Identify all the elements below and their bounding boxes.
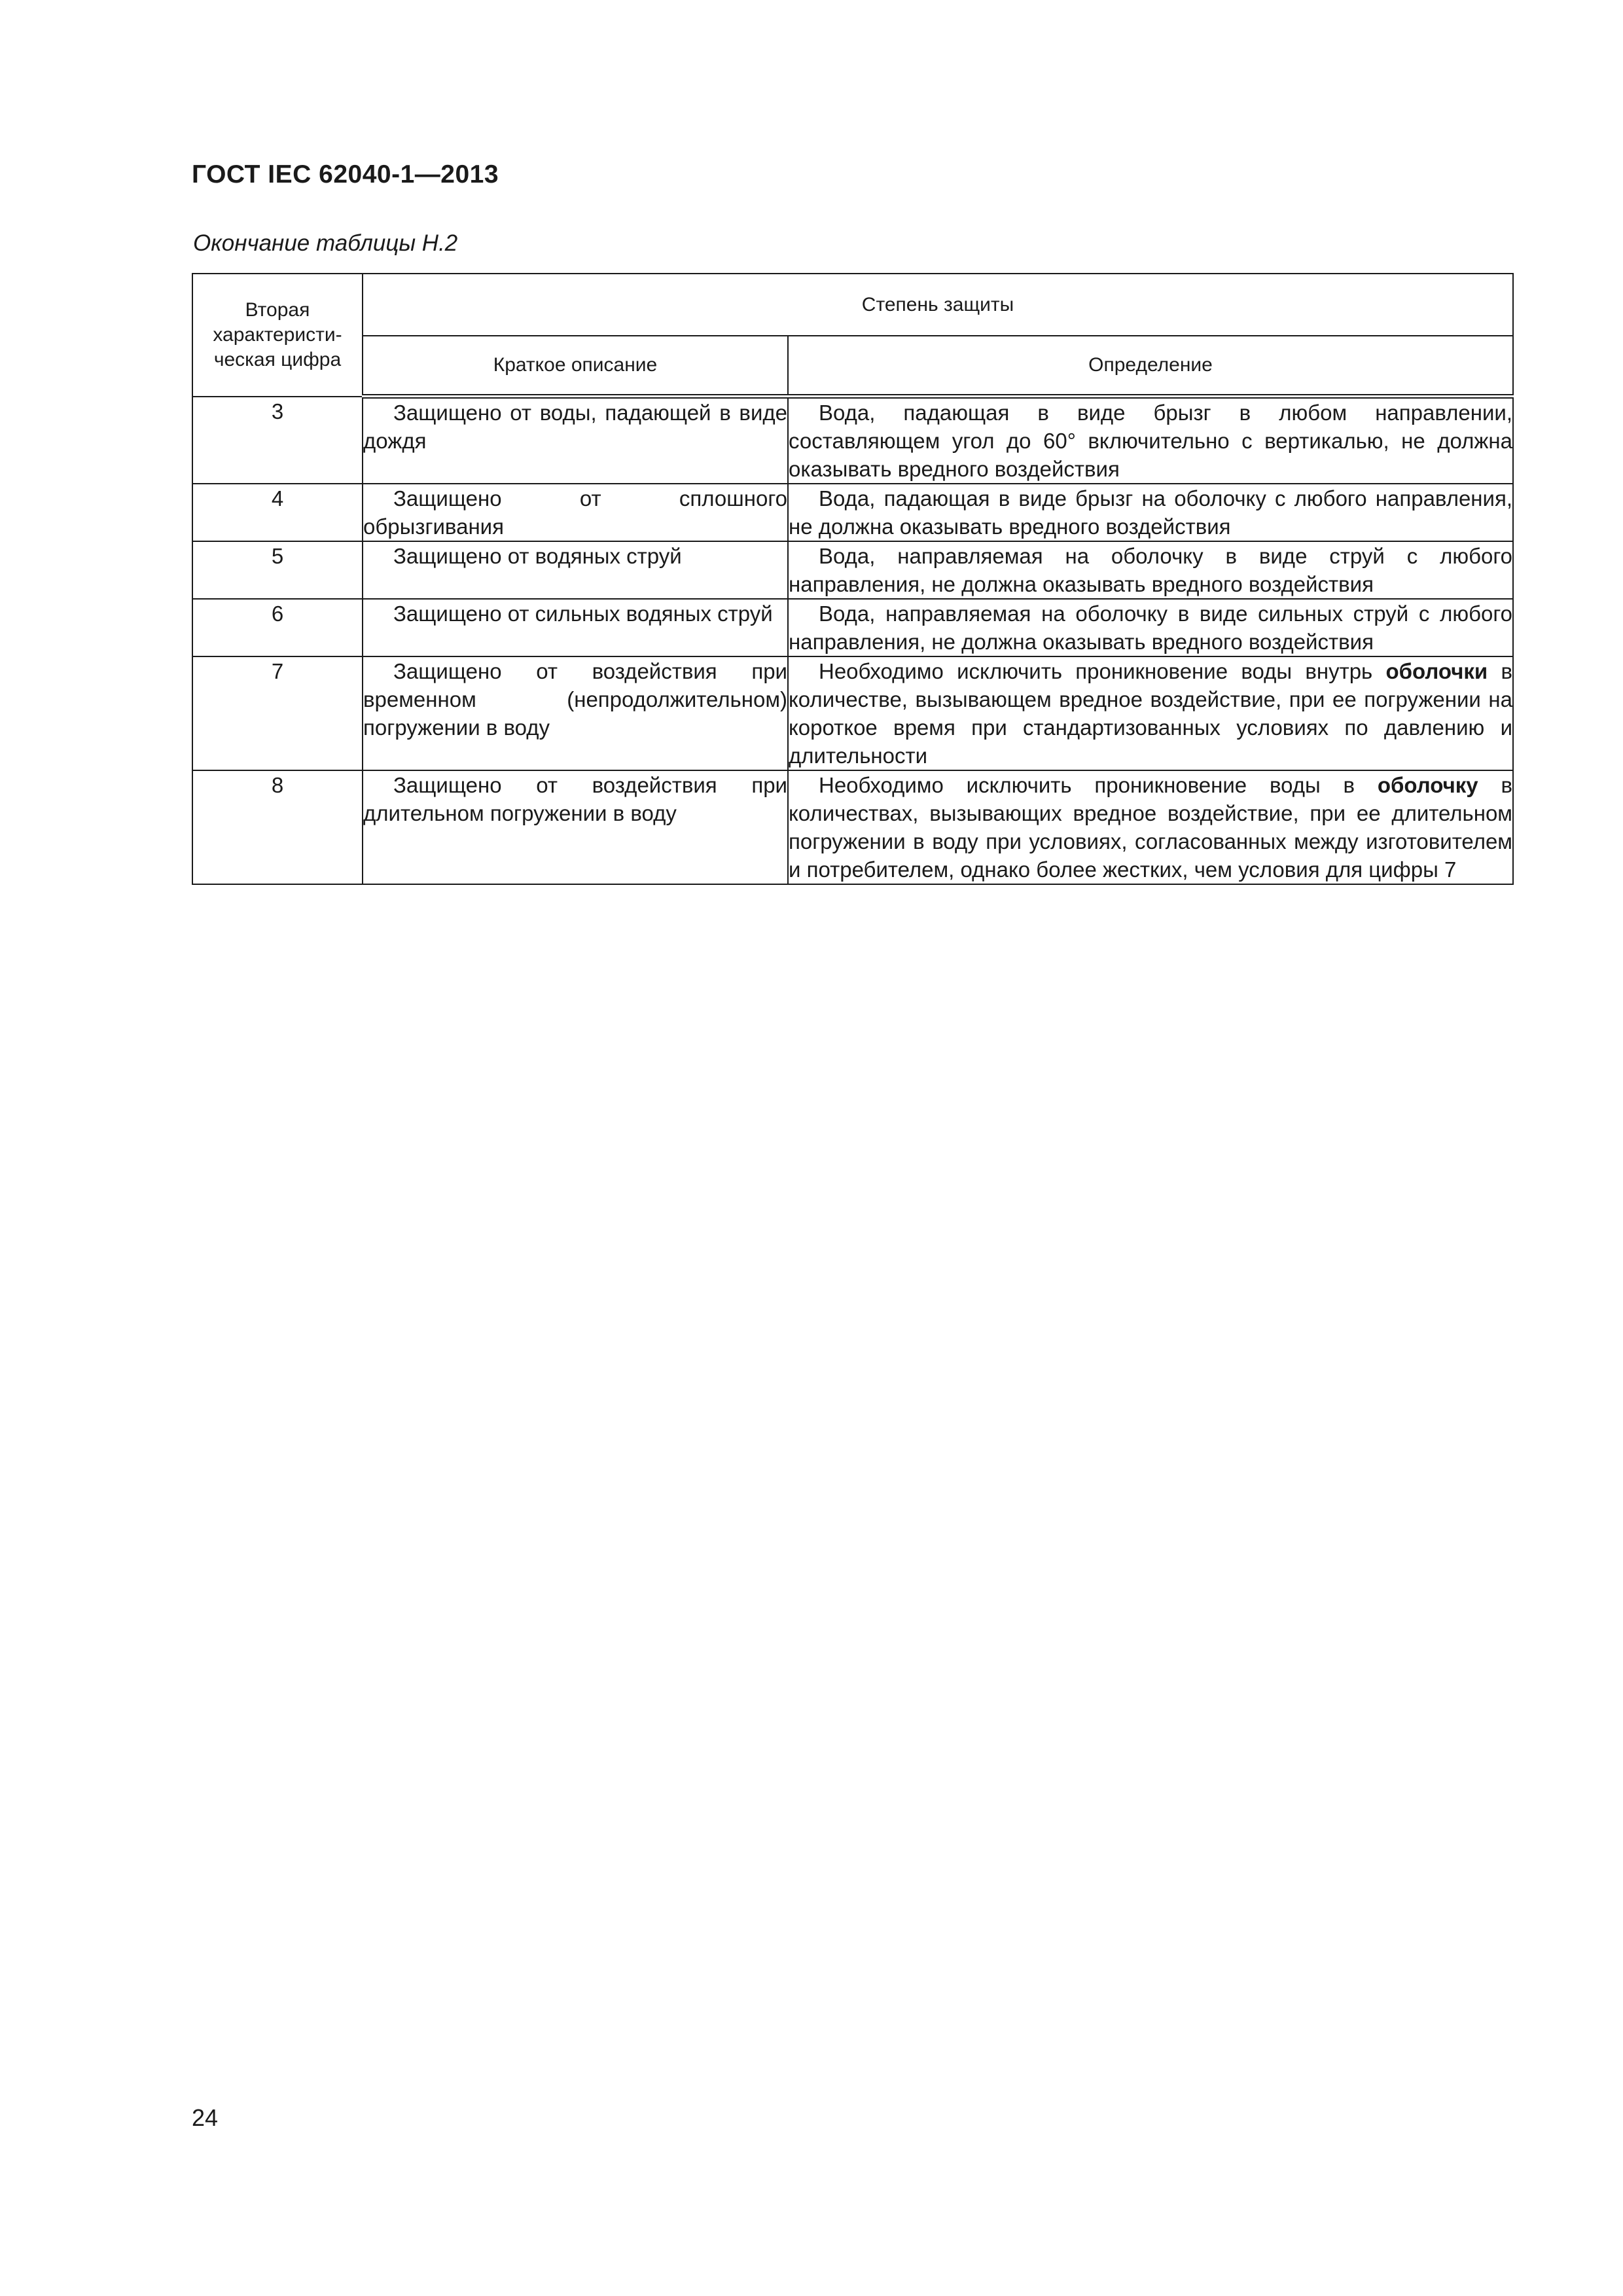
definition-cell: [788, 541, 1513, 599]
description-text: Защищено от воздействия при длительном погружении в воду: [363, 773, 787, 825]
document-title: ГОСТ IEC 62040-1—2013: [192, 160, 499, 188]
digit-cell: 3: [192, 397, 363, 484]
description-text: Защищено от воздействия при временном (непродолжительном) погружении в воду: [363, 659, 787, 740]
definition-text: Вода, направляемая на оболочку в виде сильных струй с любого направления, не должна оказывать вредного воздействия: [789, 601, 1512, 654]
definition-emphasis: оболочки: [1385, 659, 1488, 683]
protection-degree-table: [192, 273, 1514, 885]
table-row: [192, 599, 1513, 656]
description-cell: [363, 484, 788, 541]
table-row: [192, 541, 1513, 599]
definition-cell: [788, 397, 1513, 484]
column-header-digit-line: Вторая: [245, 298, 310, 321]
description-text: Защищено от водяных струй: [393, 544, 682, 568]
column-header-description: Краткое описание: [363, 336, 788, 397]
digit-cell: 7: [192, 656, 363, 770]
description-text: Защищено от воды, падающей в виде дождя: [363, 401, 787, 453]
column-header-definition: Определение: [788, 336, 1513, 397]
table-row: [192, 770, 1513, 884]
column-header-digit: [192, 274, 363, 397]
definition-cell: [788, 599, 1513, 656]
table-row: [192, 656, 1513, 770]
table-caption: Окончание таблицы Н.2: [193, 230, 458, 256]
definition-text: в количествах, вызывающих вредное воздействие, при ее длительном погружении в воду при условиях, согласованных между изготовителем и потребителем, однако более жестких, чем условия для цифры 7: [789, 773, 1512, 882]
digit-cell: 8: [192, 770, 363, 884]
column-header-digit-line: характеристи-: [213, 323, 342, 346]
definition-text: Вода, падающая в виде брызг в любом направлении, составляющем угол до 60° включительно с вертикалью, не должна оказывать вредного воздействия: [789, 401, 1512, 481]
table-row: [192, 397, 1513, 484]
page-number: 24: [192, 2104, 219, 2131]
description-cell: [363, 656, 788, 770]
group-header-protection-degree: Степень защиты: [363, 274, 1513, 336]
definition-cell: [788, 770, 1513, 884]
column-header-digit-line: ческая цифра: [213, 348, 342, 370]
definition-text: Вода, падающая в виде брызг на оболочку с любого направления, не должна оказывать вредного воздействия: [789, 486, 1512, 539]
definition-text: Вода, направляемая на оболочку в виде струй с любого направления, не должна оказывать вредного воздействия: [789, 544, 1512, 596]
digit-cell: 4: [192, 484, 363, 541]
definition-text: Необходимо исключить проникновение воды в: [819, 773, 1378, 797]
table-row: [192, 484, 1513, 541]
definition-text: в количестве, вызывающем вредное воздействие, при ее погружении на короткое время при стандартизованных условиях по давлению и длительности: [789, 659, 1513, 768]
definition-cell: [788, 656, 1513, 770]
description-cell: [363, 541, 788, 599]
description-cell: [363, 770, 788, 884]
digit-cell: 6: [192, 599, 363, 656]
description-cell: [363, 599, 788, 656]
description-text: Защищено от сильных водяных струй: [393, 601, 773, 626]
definition-text: Необходимо исключить проникновение воды внутрь: [819, 659, 1386, 683]
definition-emphasis: оболочку: [1377, 773, 1478, 797]
digit-cell: 5: [192, 541, 363, 599]
description-text: Защищено от сплошного обрызгивания: [363, 486, 787, 539]
description-cell: [363, 397, 788, 484]
definition-cell: [788, 484, 1513, 541]
